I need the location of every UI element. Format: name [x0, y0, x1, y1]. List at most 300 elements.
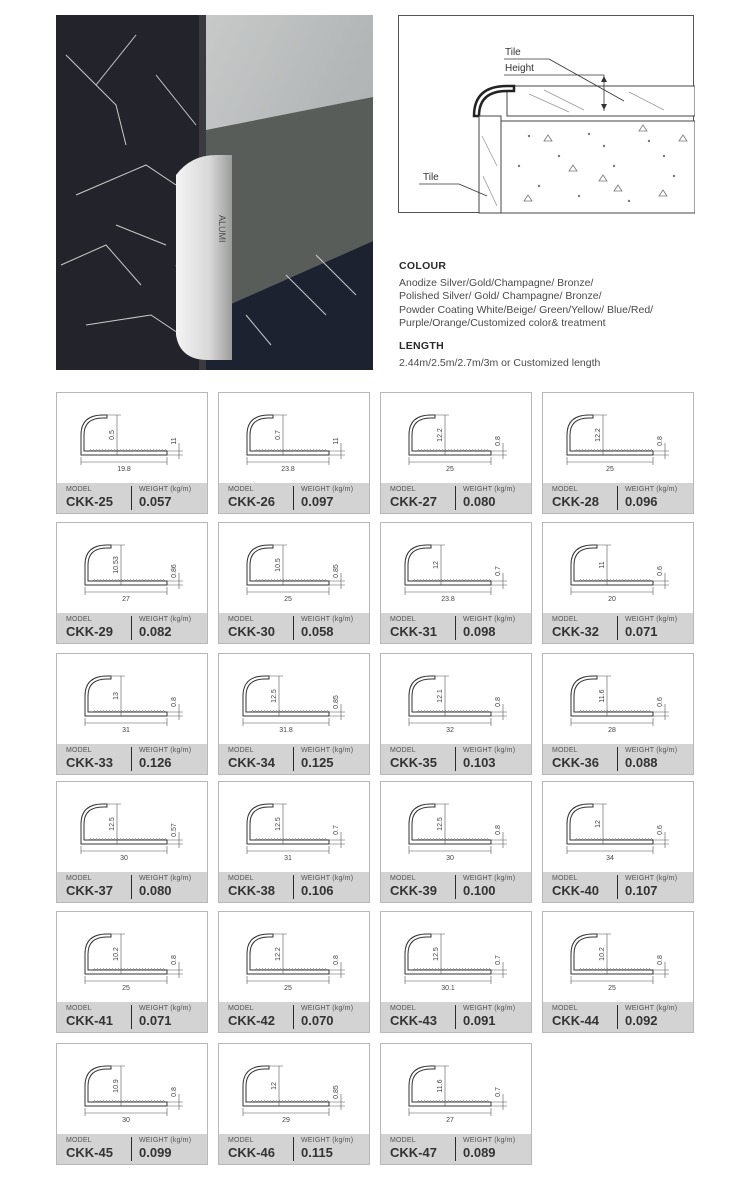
dim-thickness-label: 0.7 — [495, 955, 502, 965]
profile-texture — [251, 1101, 329, 1103]
profile-outline — [85, 1066, 167, 1106]
model-number: CKK-34 — [228, 755, 275, 770]
weight-caption: WEIGHT (kg/m) — [139, 747, 192, 754]
weight-caption: WEIGHT (kg/m) — [139, 486, 192, 493]
weight-value: 0.100 — [463, 883, 496, 898]
weight-column — [293, 616, 353, 640]
profile-texture — [575, 450, 653, 452]
weight-value: 0.080 — [139, 883, 172, 898]
profile-drawing — [543, 782, 693, 872]
dimension-lines — [409, 676, 507, 726]
product-card — [56, 392, 208, 514]
product-info — [381, 613, 531, 643]
colour-line: Powder Coating White/Beige/ Green/Yellow/ Blue/Red/ — [399, 303, 654, 316]
dimension-lines — [247, 545, 345, 595]
model-column — [390, 1005, 437, 1028]
dim-width-label: 25 — [606, 466, 614, 473]
profile-drawing — [219, 1044, 369, 1134]
model-caption: MODEL — [66, 616, 92, 623]
model-number: CKK-40 — [552, 883, 599, 898]
profile-drawing — [219, 782, 369, 872]
dim-thickness-label: 0.8 — [171, 1087, 178, 1097]
model-number: CKK-47 — [390, 1145, 437, 1160]
product-info — [57, 1002, 207, 1032]
product-card — [380, 653, 532, 775]
weight-caption: WEIGHT (kg/m) — [625, 486, 678, 493]
product-card — [218, 781, 370, 903]
length-heading: LENGTH — [399, 339, 444, 352]
model-number: CKK-33 — [66, 755, 113, 770]
profile-drawing — [543, 912, 693, 1002]
product-info — [381, 872, 531, 902]
weight-value: 0.089 — [463, 1145, 496, 1160]
profile-outline — [243, 1066, 329, 1106]
profile-outline — [247, 804, 329, 844]
dimension-lines — [571, 676, 669, 726]
weight-column — [617, 747, 677, 771]
profile-drawing — [381, 523, 531, 613]
profile-outline — [247, 934, 329, 974]
model-column — [552, 486, 599, 509]
model-column — [552, 1005, 599, 1028]
profile-texture — [413, 580, 491, 582]
model-number: CKK-31 — [390, 624, 437, 639]
weight-caption: WEIGHT (kg/m) — [463, 1005, 516, 1012]
model-column — [66, 616, 113, 639]
product-info — [543, 483, 693, 513]
dim-thickness-label: 11 — [171, 437, 178, 445]
profile-texture — [413, 969, 491, 971]
weight-caption: WEIGHT (kg/m) — [301, 1005, 354, 1012]
profile-drawing — [219, 912, 369, 1002]
dimension-lines — [81, 415, 183, 465]
dim-thickness-label: 0.8 — [495, 825, 502, 835]
product-card — [542, 911, 694, 1033]
model-caption: MODEL — [552, 486, 578, 493]
weight-caption: WEIGHT (kg/m) — [463, 747, 516, 754]
dim-width-label: 30 — [120, 855, 128, 862]
model-number: CKK-46 — [228, 1145, 275, 1160]
svg-text:ALUMI: ALUMI — [217, 215, 227, 243]
model-number: CKK-32 — [552, 624, 599, 639]
dimension-lines — [247, 934, 345, 984]
model-number: CKK-30 — [228, 624, 275, 639]
dim-width-label: 28 — [608, 727, 616, 734]
colour-line: Anodize Silver/Gold/Champagne/ Bronze/ — [399, 277, 594, 289]
profile-drawing — [381, 912, 531, 1002]
model-caption: MODEL — [390, 1005, 416, 1012]
product-info — [381, 1002, 531, 1032]
dimension-lines — [247, 804, 345, 854]
product-card — [542, 522, 694, 644]
model-caption: MODEL — [228, 486, 254, 493]
dim-width-label: 31 — [122, 727, 130, 734]
dim-height-label: 12 — [595, 820, 602, 828]
profile-outline — [409, 415, 491, 455]
dim-height-label: 12.5 — [275, 817, 282, 831]
dimension-lines — [243, 1066, 345, 1116]
dim-height-label: 12 — [433, 561, 440, 569]
profile-drawing — [219, 393, 369, 483]
model-column — [228, 616, 275, 639]
dim-height-label: 12.2 — [437, 428, 444, 442]
model-caption: MODEL — [66, 486, 92, 493]
product-info — [219, 613, 369, 643]
dim-thickness-label: 0.8 — [657, 955, 664, 965]
model-caption: MODEL — [228, 1137, 254, 1144]
weight-caption: WEIGHT (kg/m) — [463, 875, 516, 882]
weight-caption: WEIGHT (kg/m) — [625, 616, 678, 623]
dim-height-label: 12.2 — [595, 428, 602, 442]
colour-line: Purple/Orange/Customized color& treatment — [399, 317, 606, 330]
dimension-lines — [405, 934, 507, 984]
weight-value: 0.088 — [625, 755, 658, 770]
weight-value: 0.098 — [463, 624, 496, 639]
product-info — [543, 744, 693, 774]
profile-outline — [247, 415, 329, 455]
dim-height-label: 10.2 — [113, 947, 120, 961]
product-card — [218, 1043, 370, 1165]
profile-outline — [567, 804, 653, 844]
model-caption: MODEL — [228, 1005, 254, 1012]
dim-width-label: 25 — [284, 985, 292, 992]
model-column — [390, 747, 437, 770]
model-caption: MODEL — [390, 616, 416, 623]
weight-value: 0.058 — [301, 624, 334, 639]
length-line: 2.44m/2.5m/2.7m/3m or Customized length — [399, 356, 601, 369]
profile-outline — [571, 545, 653, 585]
weight-value: 0.091 — [463, 1013, 496, 1028]
dim-height-label: 10.9 — [113, 1079, 120, 1093]
product-card — [218, 392, 370, 514]
profile-drawing — [57, 654, 207, 744]
specifications — [399, 260, 699, 379]
dim-thickness-label: 0.7 — [333, 825, 340, 835]
weight-column — [455, 747, 515, 771]
dim-height-label: 12.1 — [437, 689, 444, 703]
weight-value: 0.099 — [139, 1145, 172, 1160]
profile-outline — [85, 934, 167, 974]
model-column — [552, 875, 599, 898]
weight-column — [617, 875, 677, 899]
model-caption: MODEL — [228, 616, 254, 623]
weight-value: 0.070 — [301, 1013, 334, 1028]
weight-column — [293, 1005, 353, 1029]
weight-column — [131, 486, 191, 510]
dim-thickness-label: 0.6 — [657, 566, 664, 576]
dimension-lines — [409, 804, 507, 854]
profile-drawing — [57, 393, 207, 483]
product-card — [56, 1043, 208, 1165]
product-info — [219, 744, 369, 774]
model-caption: MODEL — [228, 875, 254, 882]
weight-caption: WEIGHT (kg/m) — [301, 747, 354, 754]
dim-thickness-label: 0.8 — [171, 955, 178, 965]
weight-column — [293, 486, 353, 510]
profile-texture — [89, 839, 167, 841]
weight-value: 0.080 — [463, 494, 496, 509]
dim-height-label: 0.5 — [109, 430, 116, 440]
dim-width-label: 31 — [284, 855, 292, 862]
dim-height-label: 12 — [271, 1082, 278, 1090]
dimension-lines — [85, 1066, 183, 1116]
dimension-lines — [85, 676, 183, 726]
weight-value: 0.126 — [139, 755, 172, 770]
model-caption: MODEL — [390, 747, 416, 754]
product-card — [56, 653, 208, 775]
dim-thickness-label: 0.6 — [657, 825, 664, 835]
colour-section — [399, 260, 699, 331]
model-column — [66, 486, 113, 509]
product-info — [219, 483, 369, 513]
dim-thickness-label: 0.8 — [171, 697, 178, 707]
profile-drawing — [57, 1044, 207, 1134]
dim-height-label: 10.2 — [599, 947, 606, 961]
weight-column — [617, 1005, 677, 1029]
dim-width-label: 25 — [122, 985, 130, 992]
dim-height-label: 10.53 — [113, 556, 120, 574]
model-column — [228, 486, 275, 509]
weight-column — [455, 875, 515, 899]
model-column — [228, 1137, 275, 1160]
profile-drawing — [219, 523, 369, 613]
weight-value: 0.057 — [139, 494, 172, 509]
model-number: CKK-29 — [66, 624, 113, 639]
product-info — [57, 613, 207, 643]
dim-height-label: 10.5 — [275, 558, 282, 572]
weight-caption: WEIGHT (kg/m) — [139, 1137, 192, 1144]
dim-width-label: 25 — [608, 985, 616, 992]
dim-height-label: 11.6 — [437, 1079, 444, 1093]
dim-thickness-label: 0.86 — [171, 564, 178, 578]
model-number: CKK-36 — [552, 755, 599, 770]
dim-thickness-label: 0.85 — [333, 1085, 340, 1099]
weight-caption: WEIGHT (kg/m) — [625, 875, 678, 882]
dim-width-label: 27 — [122, 596, 130, 603]
weight-caption: WEIGHT (kg/m) — [625, 747, 678, 754]
product-card — [56, 522, 208, 644]
weight-caption: WEIGHT (kg/m) — [139, 616, 192, 623]
model-caption: MODEL — [228, 747, 254, 754]
dimension-lines — [405, 545, 507, 595]
model-column — [390, 486, 437, 509]
weight-caption: WEIGHT (kg/m) — [463, 486, 516, 493]
product-info — [543, 613, 693, 643]
product-info — [543, 872, 693, 902]
model-number: CKK-43 — [390, 1013, 437, 1028]
profile-outline — [247, 545, 329, 585]
dim-thickness-label: 0.57 — [171, 823, 178, 837]
weight-value: 0.092 — [625, 1013, 658, 1028]
dim-height-label: 11 — [599, 561, 606, 569]
product-info — [219, 1134, 369, 1164]
weight-column — [293, 1137, 353, 1161]
product-card — [218, 522, 370, 644]
model-number: CKK-41 — [66, 1013, 113, 1028]
dim-width-label: 29 — [282, 1117, 290, 1124]
product-card — [56, 911, 208, 1033]
weight-column — [131, 616, 191, 640]
dimension-lines — [409, 1066, 507, 1116]
model-number: CKK-25 — [66, 494, 113, 509]
profile-outline — [409, 676, 491, 716]
dim-thickness-label: 0.7 — [495, 566, 502, 576]
profile-outline — [405, 545, 491, 585]
model-caption: MODEL — [390, 875, 416, 882]
product-info — [57, 1134, 207, 1164]
dimension-lines — [567, 415, 669, 465]
dim-width-label: 30 — [446, 855, 454, 862]
model-number: CKK-26 — [228, 494, 275, 509]
weight-column — [131, 747, 191, 771]
model-number: CKK-35 — [390, 755, 437, 770]
dim-width-label: 30 — [122, 1117, 130, 1124]
length-section — [399, 340, 699, 370]
profile-outline — [571, 676, 653, 716]
product-card — [380, 781, 532, 903]
dimension-lines — [571, 545, 669, 595]
diagram-label-tile-side: Tile — [423, 172, 439, 183]
weight-caption: WEIGHT (kg/m) — [301, 616, 354, 623]
dim-width-label: 32 — [446, 727, 454, 734]
profile-drawing — [381, 1044, 531, 1134]
model-column — [390, 875, 437, 898]
dim-thickness-label: 0.7 — [495, 1087, 502, 1097]
model-column — [552, 616, 599, 639]
dim-width-label: 25 — [284, 596, 292, 603]
product-info — [381, 744, 531, 774]
profile-outline — [243, 676, 329, 716]
weight-column — [455, 1137, 515, 1161]
dim-height-label: 12.5 — [433, 947, 440, 961]
weight-value: 0.125 — [301, 755, 334, 770]
profile-drawing — [57, 523, 207, 613]
dim-height-label: 12.5 — [271, 689, 278, 703]
profile-texture — [251, 711, 329, 713]
model-column — [390, 1137, 437, 1160]
model-caption: MODEL — [66, 1137, 92, 1144]
weight-caption: WEIGHT (kg/m) — [301, 875, 354, 882]
model-column — [66, 1005, 113, 1028]
weight-column — [293, 875, 353, 899]
model-number: CKK-45 — [66, 1145, 113, 1160]
weight-value: 0.106 — [301, 883, 334, 898]
weight-column — [131, 1137, 191, 1161]
profile-drawing — [381, 654, 531, 744]
product-info — [219, 872, 369, 902]
dim-width-label: 25 — [446, 466, 454, 473]
model-number: CKK-42 — [228, 1013, 275, 1028]
dim-thickness-label: 11 — [333, 437, 340, 445]
model-number: CKK-38 — [228, 883, 275, 898]
product-info — [543, 1002, 693, 1032]
profile-outline — [409, 1066, 491, 1106]
model-number: CKK-44 — [552, 1013, 599, 1028]
weight-column — [455, 616, 515, 640]
model-caption: MODEL — [66, 875, 92, 882]
dimension-lines — [85, 545, 183, 595]
dim-thickness-label: 0.8 — [333, 955, 340, 965]
weight-column — [455, 1005, 515, 1029]
model-column — [66, 875, 113, 898]
model-caption: MODEL — [390, 1137, 416, 1144]
product-info — [219, 1002, 369, 1032]
weight-caption: WEIGHT (kg/m) — [463, 616, 516, 623]
model-caption: MODEL — [66, 1005, 92, 1012]
product-card — [56, 781, 208, 903]
dim-width-label: 23.8 — [281, 466, 295, 473]
colour-line: Polished Silver/ Gold/ Champagne/ Bronze/ — [399, 290, 602, 303]
profile-drawing — [543, 393, 693, 483]
model-column — [390, 616, 437, 639]
product-card — [218, 911, 370, 1033]
profile-drawing — [381, 782, 531, 872]
installation-diagram — [398, 15, 694, 213]
profile-drawing — [543, 654, 693, 744]
dim-height-label: 0.7 — [275, 430, 282, 440]
product-card — [218, 653, 370, 775]
profile-drawing — [381, 393, 531, 483]
dimension-lines — [571, 934, 669, 984]
dim-height-label: 11.6 — [599, 689, 606, 703]
dimension-lines — [567, 804, 669, 854]
product-card — [542, 781, 694, 903]
product-info — [57, 872, 207, 902]
weight-value: 0.096 — [625, 494, 658, 509]
dim-thickness-label: 0.6 — [657, 697, 664, 707]
product-info — [381, 1134, 531, 1164]
model-number: CKK-37 — [66, 883, 113, 898]
product-card — [380, 1043, 532, 1165]
product-card — [380, 522, 532, 644]
product-photo — [56, 15, 373, 370]
dim-height-label: 12.5 — [109, 817, 116, 831]
dimension-lines — [409, 415, 507, 465]
profile-texture — [89, 450, 167, 452]
model-column — [228, 747, 275, 770]
dim-thickness-label: 0.8 — [657, 436, 664, 446]
dim-width-label: 27 — [446, 1117, 454, 1124]
profile-outline — [85, 676, 167, 716]
dimension-lines — [81, 804, 183, 854]
model-column — [552, 747, 599, 770]
model-number: CKK-27 — [390, 494, 437, 509]
model-column — [228, 1005, 275, 1028]
product-card — [542, 392, 694, 514]
weight-caption: WEIGHT (kg/m) — [301, 486, 354, 493]
product-info — [381, 483, 531, 513]
profile-outline — [571, 934, 653, 974]
profile-texture — [575, 839, 653, 841]
weight-value: 0.103 — [463, 755, 496, 770]
profile-outline — [409, 804, 491, 844]
weight-caption: WEIGHT (kg/m) — [139, 1005, 192, 1012]
diagram-label-height: Height — [505, 63, 534, 74]
model-caption: MODEL — [66, 747, 92, 754]
weight-value: 0.107 — [625, 883, 658, 898]
model-caption: MODEL — [552, 875, 578, 882]
product-info — [57, 744, 207, 774]
dim-height-label: 12.5 — [437, 817, 444, 831]
model-caption: MODEL — [390, 486, 416, 493]
dim-width-label: 19.8 — [117, 466, 131, 473]
dim-height-label: 13 — [113, 692, 120, 700]
profile-drawing — [57, 782, 207, 872]
profile-outline — [81, 415, 167, 455]
model-column — [66, 1137, 113, 1160]
weight-caption: WEIGHT (kg/m) — [463, 1137, 516, 1144]
model-caption: MODEL — [552, 1005, 578, 1012]
